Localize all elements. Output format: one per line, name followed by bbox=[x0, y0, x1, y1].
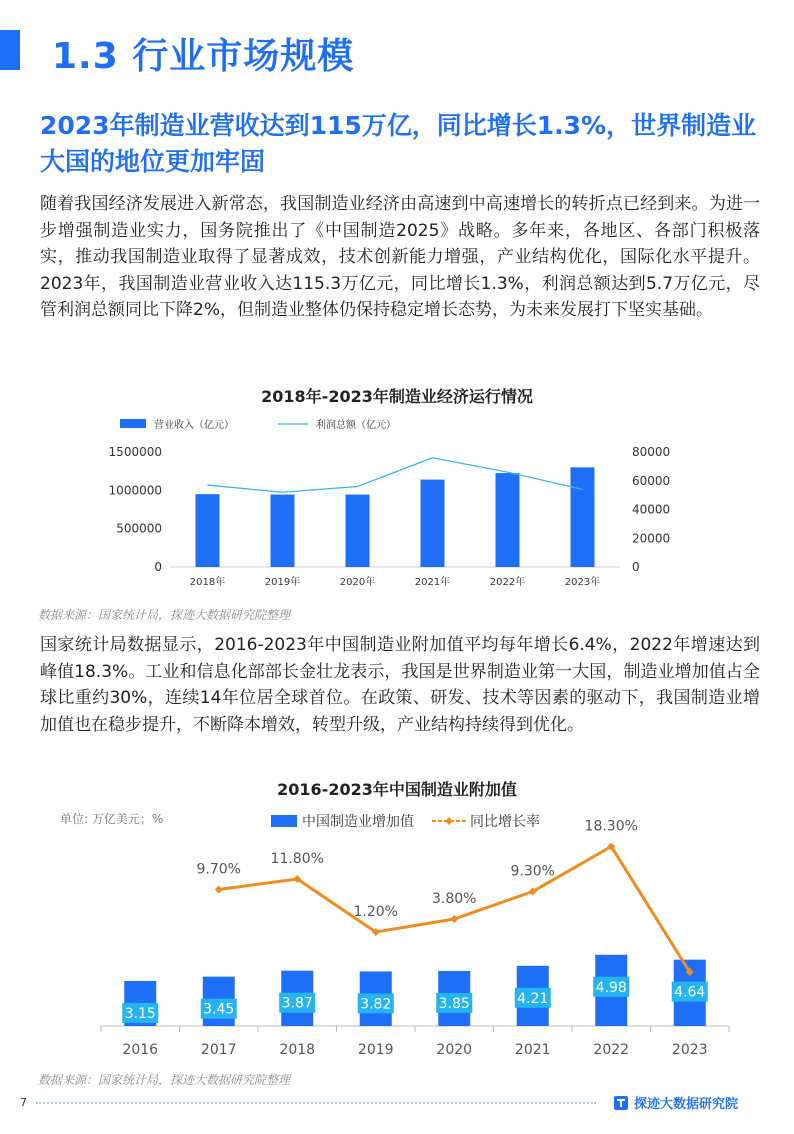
chart1-right-tick: 20000 bbox=[632, 531, 671, 546]
brand-logo-icon bbox=[614, 1096, 628, 1110]
chart2-x-tick: 2018 bbox=[279, 1042, 316, 1058]
chart1-x-tick: 2021年 bbox=[414, 577, 451, 588]
chart1-bar bbox=[346, 495, 370, 567]
chart2-growth-label: 3.80% bbox=[432, 891, 477, 907]
chart2-bar-label: 4.98 bbox=[595, 979, 627, 996]
chart1-title: 2018年-2023年制造业经济运行情况 bbox=[261, 387, 533, 406]
chart2-x-tick: 2017 bbox=[200, 1042, 237, 1058]
chart2-x-tick: 2021 bbox=[514, 1042, 551, 1058]
chart1-x-tick: 2023年 bbox=[564, 577, 601, 588]
chart1-revenue-profit bbox=[0, 405, 794, 605]
chart2-growth-label: 11.80% bbox=[270, 851, 324, 867]
chart1-left-tick: 1000000 bbox=[108, 483, 162, 498]
chart1-bar bbox=[496, 473, 520, 567]
chart1-bar bbox=[421, 480, 445, 567]
page-number: 7 bbox=[20, 1096, 27, 1109]
chart2-x-tick: 2019 bbox=[357, 1042, 394, 1058]
chart2-bar-label: 3.87 bbox=[281, 995, 313, 1012]
chart1-x-tick: 2020年 bbox=[339, 577, 376, 588]
footer-divider bbox=[36, 1102, 596, 1104]
chart1-bar bbox=[271, 495, 295, 567]
intro-paragraph: 随着我国经济发展进入新常态，我国制造业经济由高速到中高速增长的转折点已经到来。为进一步增强制造业实力，国务院推出了《中国制造2025》战略。多年来，各地区、各部门积极落实，推动我国制造业取得了显著成效，技术创新能力增强，产业结构优化，国际化水平提升。2023年，我国制造业营业收入达115.3万亿元，同比增长1.3%，利润总额达到5.7万亿元，尽管利润总额同比下降2%，但制造业整体仍保持稳定增长态势，为未来发展打下坚实基础。 bbox=[40, 194, 760, 320]
chart1-source: 数据来源：国家统计局，探迹大数据研究院整理 bbox=[38, 608, 291, 622]
legend-swatch-revenue bbox=[120, 419, 146, 428]
chart2-bar-label: 3.45 bbox=[203, 1001, 235, 1018]
brand-name: 探迹大数据研究院 bbox=[634, 1097, 739, 1112]
chart2-bar-label: 3.15 bbox=[124, 1005, 156, 1022]
chart2-growth-label: 18.30% bbox=[584, 818, 638, 835]
legend-swatch-value-added bbox=[271, 815, 297, 827]
legend-marker-growth bbox=[445, 817, 453, 825]
chart2-bar-label: 3.85 bbox=[438, 995, 470, 1012]
chart2-x-tick: 2022 bbox=[593, 1042, 630, 1058]
chart1-x-tick: 2019年 bbox=[264, 577, 301, 588]
chart1-bar bbox=[196, 494, 220, 567]
chart1-right-tick: 40000 bbox=[632, 502, 671, 517]
legend-label-value-added: 中国制造业增加值 bbox=[302, 814, 414, 830]
section-accent-bar bbox=[0, 30, 20, 70]
chart2-x-tick: 2016 bbox=[122, 1042, 159, 1058]
value-added-paragraph: 国家统计局数据显示，2016-2023年中国制造业附加值平均每年增长6.4%，2022年增速达到峰值18.3%。工业和信息化部部长金壮龙表示，我国是世界制造业第一大国，制造业增加值占全球比重约30%，连续14年位居全球首位。在政策、研发、技术等因素的驱动下，我国制造业增加值也在稳步提升，不断降本增效，转型升级，产业结构持续得到优化。 bbox=[40, 635, 760, 735]
page-subtitle: 2023年制造业营收达到115万亿，同比增长1.3%，世界制造业大国的地位更加牢固 bbox=[40, 111, 757, 176]
chart2-value-added bbox=[0, 800, 794, 1070]
chart2-growth-label: 1.20% bbox=[353, 904, 398, 920]
chart1-profit-line bbox=[208, 458, 583, 493]
chart1-right-tick: 80000 bbox=[632, 445, 671, 459]
section-title: 1.3 行业市场规模 bbox=[52, 36, 355, 77]
chart2-source: 数据来源：国家统计局，探迹大数据研究院整理 bbox=[38, 1073, 291, 1087]
chart2-bar-label: 3.82 bbox=[360, 996, 392, 1013]
chart2-title: 2016-2023年中国制造业附加值 bbox=[277, 780, 517, 799]
chart2-growth-label: 9.70% bbox=[196, 861, 241, 878]
chart2-growth-label: 9.30% bbox=[510, 863, 555, 880]
chart1-left-tick: 1500000 bbox=[108, 445, 162, 459]
chart1-right-tick: 60000 bbox=[632, 473, 671, 488]
chart1-left-tick: 0 bbox=[154, 560, 162, 574]
chart2-bar-label: 4.64 bbox=[674, 984, 706, 1001]
footer-brand bbox=[614, 1093, 738, 1112]
chart1-x-tick: 2018年 bbox=[189, 577, 226, 588]
chart1-right-tick: 0 bbox=[632, 560, 640, 574]
legend-label-profit: 利润总额（亿元） bbox=[316, 420, 396, 431]
chart2-x-tick: 2023 bbox=[671, 1042, 708, 1058]
legend-label-growth: 同比增长率 bbox=[470, 814, 540, 830]
chart2-growth-point bbox=[450, 915, 458, 923]
chart1-x-tick: 2022年 bbox=[489, 577, 526, 588]
chart2-unit-label: 单位: 万亿美元；% bbox=[60, 812, 164, 826]
chart2-x-tick: 2020 bbox=[436, 1042, 473, 1058]
chart2-growth-point bbox=[215, 886, 223, 894]
chart2-bar-label: 4.21 bbox=[517, 990, 549, 1007]
chart1-left-tick: 500000 bbox=[116, 521, 162, 536]
legend-label-revenue: 营业收入（亿元） bbox=[154, 420, 234, 431]
chart1-bar bbox=[571, 467, 595, 567]
